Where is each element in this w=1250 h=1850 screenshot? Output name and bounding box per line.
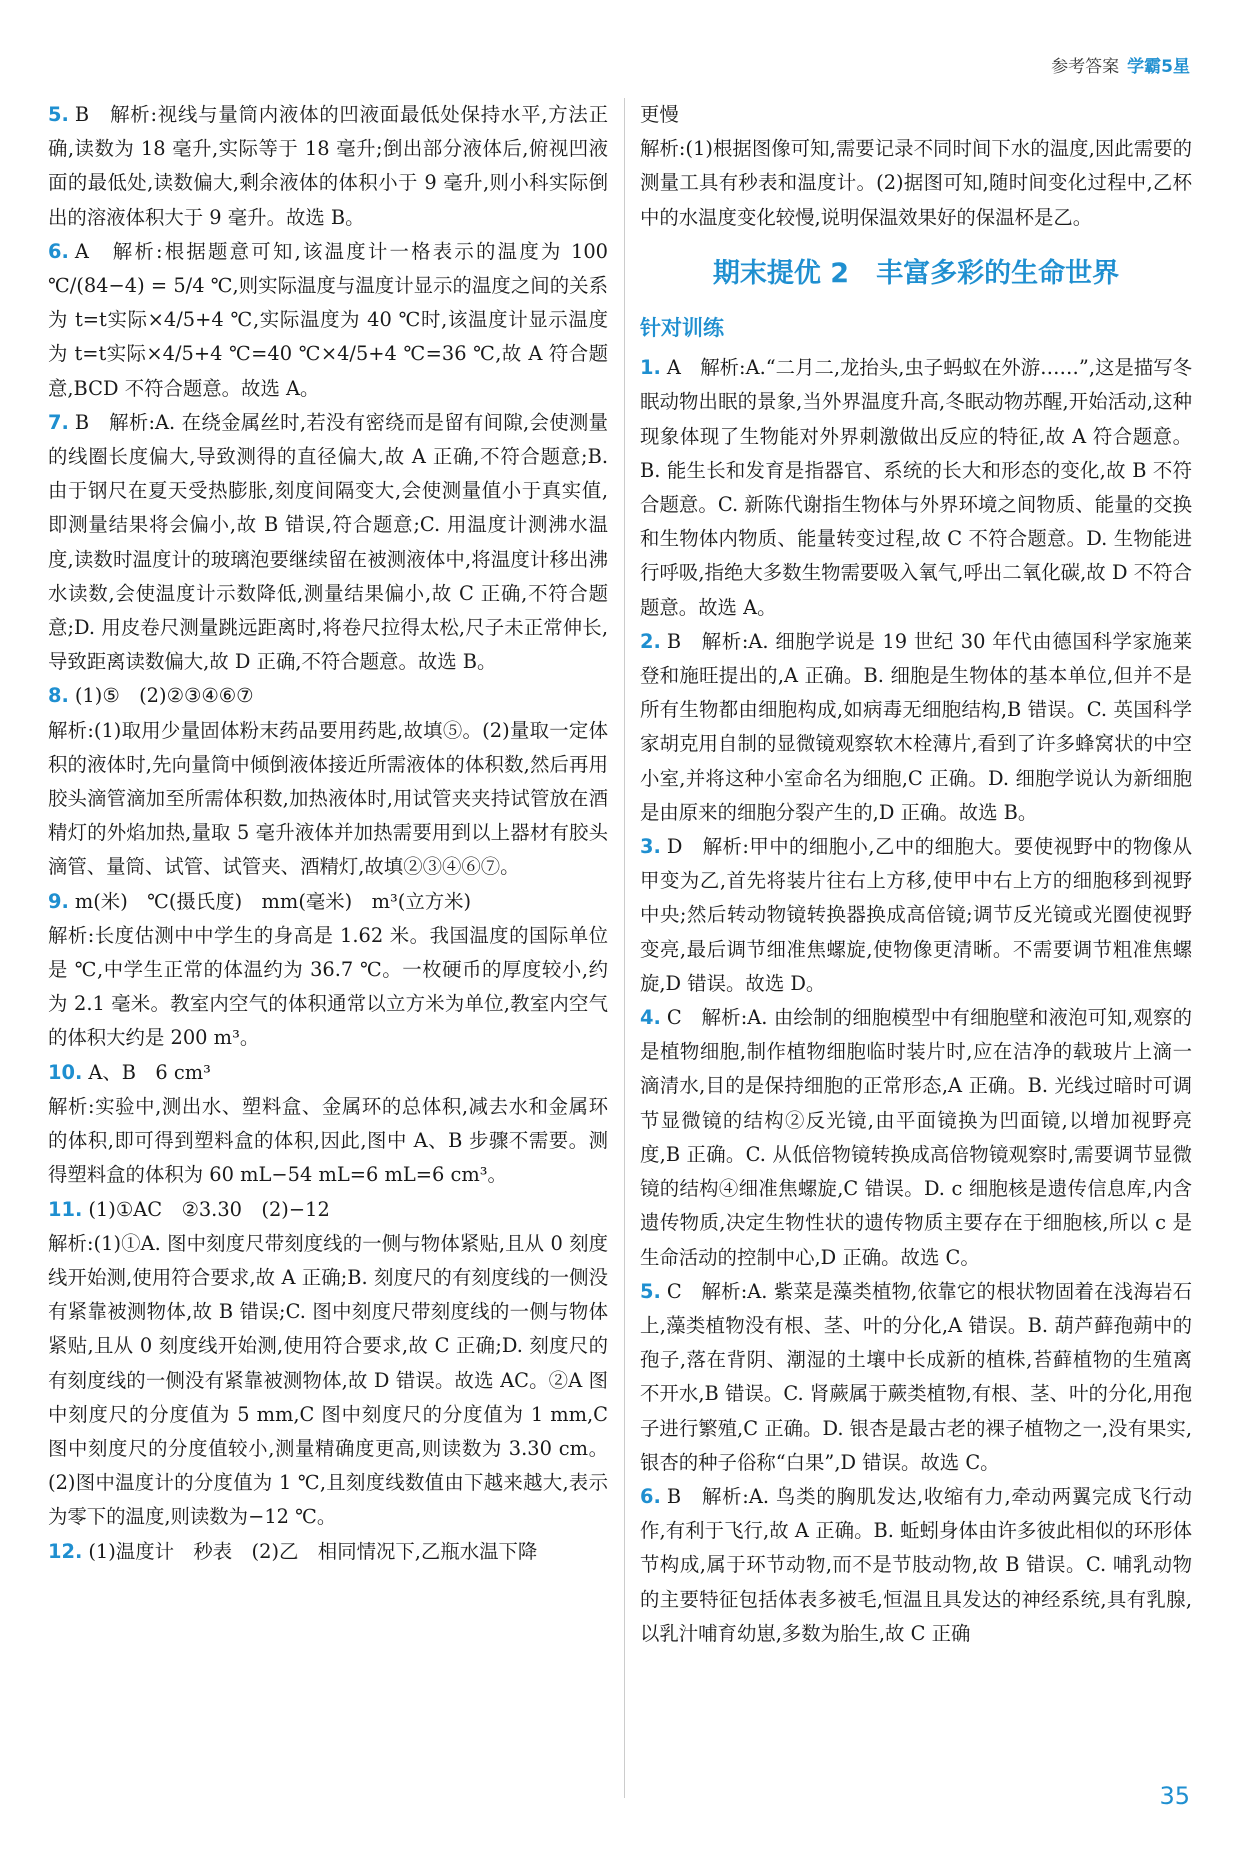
answer-item	[640, 625, 1192, 830]
item-text: B 解析:A. 在绕金属丝时,若没有密绕而是留有间隙,会使测量的线圈长度偏大,导致测得的直径偏大,故 A 正确,不符合题意;B. 由于钢尺在夏天受热膨胀,刻度间隔变大,会使测量值小于真实值,即测量结果将会偏小,故 B 错误,符合题意;C. 用温度计测沸水温度,读数时温度计的玻璃泡要继续留在被测液体中,将温度计移出沸水读数,会使温度计示数降低,测量结果偏小,故 C 正确,不符合题意;D. 用皮卷尺测量跳远距离时,将卷尺拉得太松,尺子未正常伸长,导致距离读数偏大,故 D 正确,不符合题意。故选 B。	[48, 410, 608, 674]
item-text: 解析:(1)根据图像可知,需要记录不同时间下水的温度,因此需要的测量工具有秒表和温度计。(2)据图可知,随时间变化过程中,乙杯中的水温度变化较慢,说明保温效果好的保温杯是乙。	[640, 137, 1192, 229]
answer-item	[48, 235, 608, 406]
item-text: D 解析:甲中的细胞小,乙中的细胞大。要使视野中的物像从甲变为乙,首先将装片往右上方移,使甲中右上方的细胞移到视野中央;然后转动物镜转换器换成高倍镜;调节反光镜或光圈使视野变亮,最后调节细准焦螺旋,使物像更清晰。不需要调节粗准焦螺旋,D 错误。故选 D。	[640, 835, 1192, 995]
item-text: 解析:实验中,测出水、塑料盒、金属环的总体积,减去水和金属环的体积,即可得到塑料盒的体积,因此,图中 A、B 步骤不需要。测得塑料盒的体积为 60 mL−54 mL=6 mL=6 cm³。	[48, 1094, 608, 1187]
item-text: (1)温度计 秒表 (2)乙 相同情况下,乙瓶水温下降	[88, 1539, 538, 1563]
answer-continuation	[640, 98, 1192, 132]
item-text: A 解析:根据题意可知,该温度计一格表示的温度为 100 ℃/(84−4) = 5/4 ℃,则实际温度与温度计显示的温度之间的关系为 t=t实际×4/5+4 ℃,实际温度为 40 ℃时,该温度计显示温度为 t=t实际×4/5+4 ℃=40 ℃×4/5+4 ℃=36 ℃,故 A 符合题意,BCD 不符合题意。故选 A。	[48, 239, 608, 400]
item-text: 更慢	[640, 103, 679, 126]
item-number: 11.	[48, 1197, 83, 1221]
item-text: (1)①AC ②3.30 (2)−12	[88, 1197, 330, 1221]
item-text: A、B 6 cm³	[88, 1060, 211, 1084]
answer-item	[48, 885, 608, 919]
item-number: 12.	[48, 1539, 83, 1563]
item-number: 2.	[640, 629, 661, 653]
left-column	[48, 98, 608, 1569]
page-header	[1051, 52, 1190, 77]
item-number: 8.	[48, 684, 69, 708]
item-text: C 解析:A. 由绘制的细胞模型中有细胞壁和液泡可知,观察的是植物细胞,制作植物细胞临时装片时,应在洁净的载玻片上滴一滴清水,目的是保持细胞的正常形态,A 正确。B. 光线过暗时可调节显微镜的结构②反光镜,由平面镜换为凹面镜,以增加视野亮度,B 正确。C. 从低倍物镜转换成高倍物镜观察时,需要调节显微镜的结构④细准焦螺旋,C 错误。D. c 细胞核是遗传信息库,内含遗传物质,决定生物性状的遗传物质主要存在于细胞核,所以 c 是生命活动的控制中心,D 正确。故选 C。	[640, 1006, 1192, 1269]
answer-item	[640, 351, 1192, 625]
item-text: B 解析:A. 细胞学说是 19 世纪 30 年代由德国科学家施莱登和施旺提出的,A 正确。B. 细胞是生物体的基本单位,但并不是所有生物都由细胞构成,如病毒无细胞结构,B 错误。C. 英国科学家胡克用自制的显微镜观察软木栓薄片,看到了许多蜂窝状的中空小室,并将这种小室命名为细胞,C 正确。D. 细胞学说认为新细胞是由原来的细胞分裂产生的,D 正确。故选 B。	[640, 629, 1192, 824]
answer-item	[48, 1535, 608, 1569]
header-label: 参考答案	[1051, 57, 1120, 77]
item-number: 1.	[640, 356, 661, 380]
item-number: 6.	[48, 239, 69, 263]
item-number: 4.	[640, 1006, 661, 1030]
item-number: 5.	[640, 1279, 661, 1303]
item-text: A 解析:A.“二月二,龙抬头,虫子蚂蚁在外游……”,这是描写冬眠动物出眠的景象,当外界温度升高,冬眠动物苏醒,开始活动,这种现象体现了生物能对外界刺激做出反应的特征,故 A 符合题意。B. 能生长和发育是指器官、系统的长大和形态的变化,故 B 不符合题意。C. 新陈代谢指生物体与外界环境之间物质、能量的交换和生物体内物质、能量转变过程,故 C 不符合题意。D. 生物能进行呼吸,指绝大多数生物需要吸入氧气,呼出二氧化碳,故 D 不符合题意。故选 A。	[640, 356, 1192, 619]
item-text: 解析:(1)①A. 图中刻度尺带刻度线的一侧与物体紧贴,且从 0 刻度线开始测,使用符合要求,故 A 正确;B. 刻度尺的有刻度线的一侧没有紧靠被测物体,故 B 错误;C. 图中刻度尺带刻度线的一侧与物体紧贴,且从 0 刻度线开始测,使用符合要求,故 C 正确;D. 刻度尺的有刻度线的一侧没有紧靠被测物体,故 D 错误。故选 AC。②A 图中刻度尺的分度值为 5 mm,C 图中刻度尺的分度值为 1 mm,C 图中刻度尺的分度值较小,测量精确度更高,则读数为 3.30 cm。(2)图中温度计的分度值为 1 ℃,且刻度线数值由下越来越大,表示为零下的温度,则读数为−12 ℃。	[48, 1231, 608, 1529]
answer-item	[48, 679, 608, 713]
answer-item	[640, 1275, 1192, 1480]
page-number: 35	[1159, 1782, 1190, 1810]
answer-item	[640, 1480, 1192, 1651]
answer-explanation	[48, 1090, 608, 1193]
item-number: 9.	[48, 889, 69, 913]
item-text: B 解析:视线与量筒内液体的凹液面最低处保持水平,方法正确,读数为 18 毫升,实际等于 18 毫升;倒出部分液体后,俯视凹液面的最低处,读数偏大,剩余液体的体积小于 9 毫升,则小科实际倒出的溶液体积大于 9 毫升。故选 B。	[48, 103, 608, 229]
answer-item	[48, 1193, 608, 1227]
item-text: 解析:长度估测中中学生的身高是 1.62 米。我国温度的国际单位是 ℃,中学生正常的体温约为 36.7 ℃。一枚硬币的厚度较小,约为 2.1 毫米。教室内空气的体积通常以立方米为单位,教室内空气的体积大约是 200 m³。	[48, 923, 608, 1050]
answer-item	[640, 830, 1192, 1001]
answer-explanation	[48, 714, 608, 885]
item-number: 7.	[48, 410, 69, 434]
section-title: 期末提优 2 丰富多彩的生命世界	[712, 257, 1120, 289]
answer-item	[48, 1056, 608, 1090]
item-number: 3.	[640, 835, 661, 859]
sub-title: 针对训练	[640, 316, 724, 341]
answer-item	[48, 406, 608, 680]
header-brand: 学霸5星	[1127, 57, 1190, 77]
column-divider	[624, 98, 625, 1798]
answer-explanation	[48, 1227, 608, 1535]
item-text: B 解析:A. 鸟类的胸肌发达,收缩有力,牵动两翼完成飞行动作,有利于飞行,故 A 正确。B. 蚯蚓身体由许多彼此相似的环形体节构成,属于环节动物,而不是节肢动物,故 B 错误。C. 哺乳动物的主要特征包括体表多被毛,恒温且具发达的神经系统,具有乳腺,以乳汁哺育幼崽,多数为胎生,故 C 正确	[640, 1484, 1192, 1645]
item-number: 10.	[48, 1060, 83, 1084]
item-text: m(米) ℃(摄氏度) mm(毫米) m³(立方米)	[74, 889, 472, 913]
answer-item	[640, 1001, 1192, 1275]
answer-item	[48, 98, 608, 235]
item-text: C 解析:A. 紫菜是藻类植物,依靠它的根状物固着在浅海岩石上,藻类植物没有根、茎、叶的分化,A 错误。B. 葫芦藓孢蒴中的孢子,落在背阴、潮湿的土壤中长成新的植株,苔藓植物的生殖离不开水,B 错误。C. 肾蕨属于蕨类植物,有根、茎、叶的分化,用孢子进行繁殖,C 正确。D. 银杏是最古老的裸子植物之一,没有果实,银杏的种子俗称“白果”,D 错误。故选 C。	[640, 1279, 1192, 1474]
answer-explanation	[48, 919, 608, 1056]
item-number: 5.	[48, 103, 69, 126]
item-text: (1)⑤ (2)②③④⑥⑦	[74, 684, 254, 708]
right-column	[640, 98, 1192, 1651]
item-number: 6.	[640, 1484, 661, 1508]
answer-explanation	[640, 132, 1192, 235]
item-text: 解析:(1)取用少量固体粉末药品要用药匙,故填⑤。(2)量取一定体积的液体时,先向量筒中倾倒液体接近所需液体的体积数,然后再用胶头滴管滴加至所需体积数,加热液体时,用试管夹夹持试管放在酒精灯的外焰加热,量取 5 毫升液体并加热需要用到以上器材有胶头滴管、量筒、试管、试管夹、酒精灯,故填②③④⑥⑦。	[48, 718, 608, 879]
